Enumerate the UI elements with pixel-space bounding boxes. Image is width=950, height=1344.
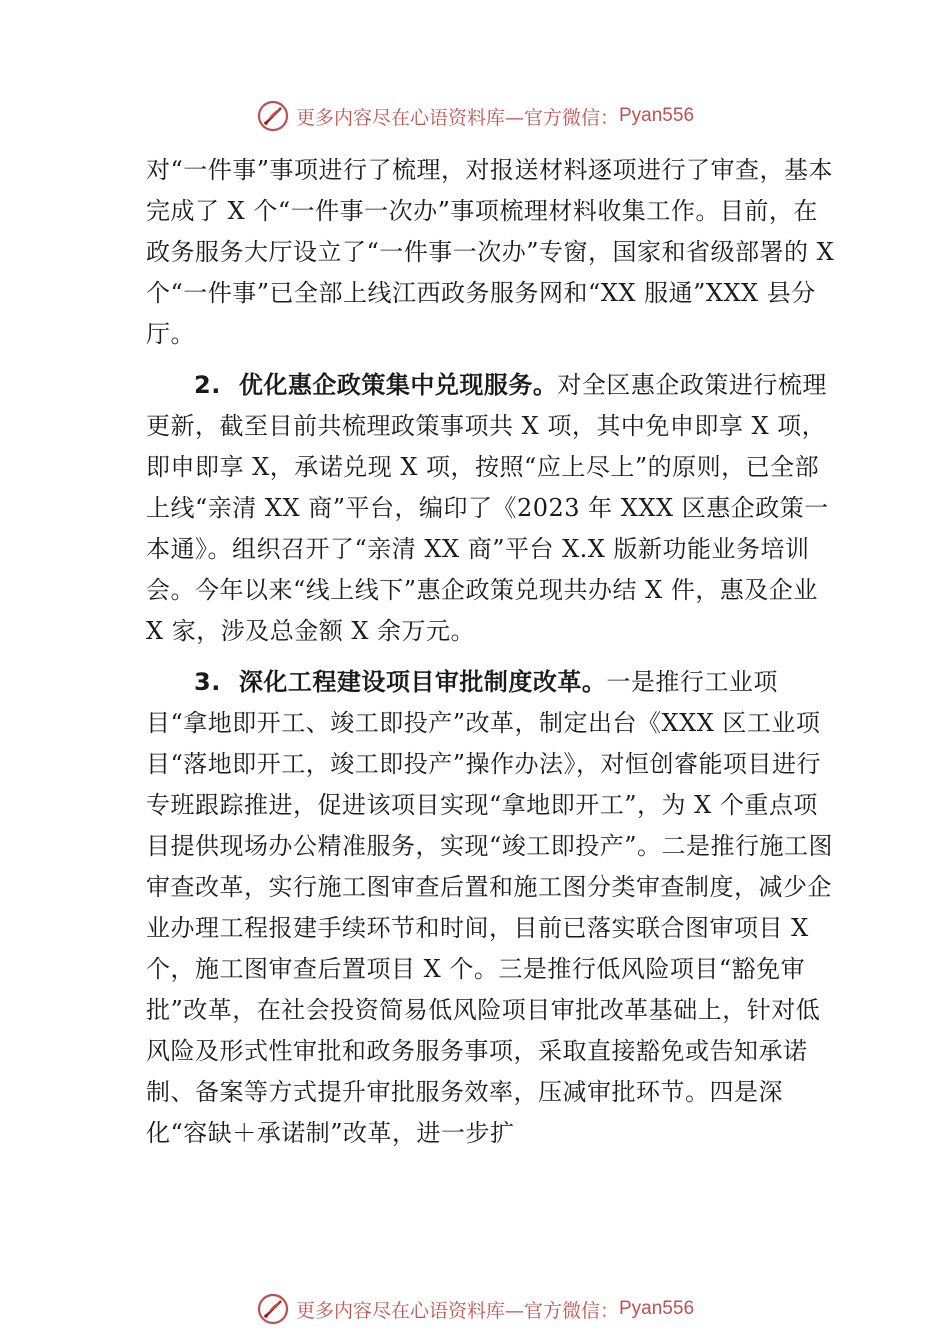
item-2-body: 对全区惠企政策进行梳理更新，截至目前共梳理政策事项共 X 项，其中免申即享 X 项，即申即享 X，承诺兑现 X 项，按照“应上尽上”的原则，已全部上线“亲清 XX 商”平台，编印了《2023 年 XXX 区惠企政策一本通》。组织召开了“亲清 XX 商”平台 X.X 版新功能业务培训会。今年以来“线上线下”惠企政策兑现共办结 X 件，惠及企业 X 家，涉及总金额 X 余万元。 bbox=[146, 371, 829, 645]
paragraph-1: 对“一件事”事项进行了梳理，对报送材料逐项进行了审查，基本完成了 X 个“一件事一次办”事项梳理材料收集工作。目前，在政务服务大厅设立了“一件事一次办”专窗，国家和省级部署的 X 个“一件事”已全部上线江西政务服务网和“XX 服通”XXX 县分厅。 bbox=[146, 156, 835, 348]
watermark-wechat-id: Pyan556 bbox=[619, 105, 695, 126]
quill-pen-logo-icon bbox=[256, 99, 290, 133]
item-3-number: 3. bbox=[194, 668, 221, 696]
item-3 bbox=[146, 662, 836, 1154]
quill-pen-logo-icon bbox=[256, 1292, 290, 1326]
watermark-banner-top bbox=[0, 96, 950, 136]
item-2-number: 2. bbox=[194, 371, 221, 399]
item-3-heading: 深化工程建设项目审批制度改革。 bbox=[238, 668, 607, 696]
watermark-wechat-id: Pyan556 bbox=[619, 1298, 695, 1319]
watermark-text: 更多内容尽在心语资料库—官方微信： bbox=[295, 106, 619, 129]
document-body bbox=[146, 150, 836, 1154]
item-2-heading: 优化惠企政策集中兑现服务。 bbox=[238, 371, 558, 399]
watermark-text: 更多内容尽在心语资料库—官方微信： bbox=[295, 1299, 619, 1322]
watermark-banner-bottom bbox=[0, 1289, 950, 1329]
item-2 bbox=[146, 365, 836, 652]
item-3-body: 一是推行工业项目“拿地即开工、竣工即投产”改革，制定出台《XXX 区工业项目“落地即开工，竣工即投产”操作办法》，对恒创睿能项目进行专班跟踪推进，促进该项目实现“拿地即开工”，为 X 个重点项目提供现场办公精准服务，实现“竣工即投产”。二是推行施工图审查改革，实行施工图审查后置和施工图分类审查制度，减少企业办理工程报建手续环节和时间，目前已落实联合图审项目 X 个，施工图审查后置项目 X 个。三是推行低风险项目“豁免审批”改革，在社会投资简易低风险项目审批改革基础上，针对低风险及形式性审批和政务服务事项，采取直接豁免或告知承诺制、备案等方式提升审批服务效率，压减审批环节。四是深化“容缺＋承诺制”改革，进一步扩 bbox=[146, 668, 834, 1147]
